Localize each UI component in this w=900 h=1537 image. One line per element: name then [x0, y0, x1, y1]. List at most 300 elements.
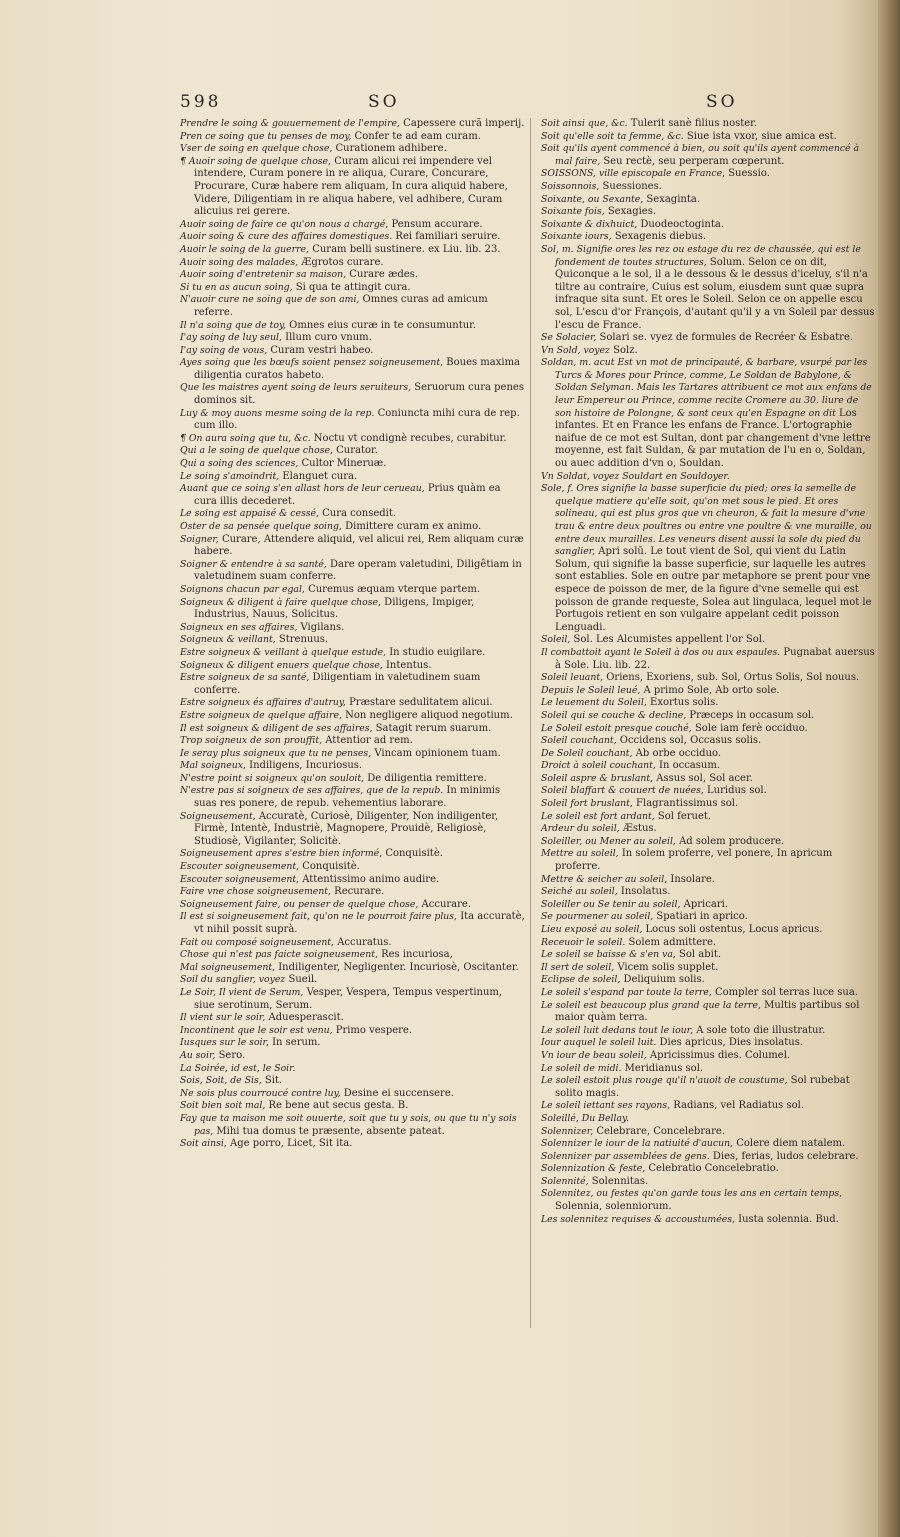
- latin-translation: Illum curo vnum.: [281, 332, 372, 344]
- dictionary-entry: [180, 937, 525, 950]
- french-headword: Le soleil luit dedans tout le iour,: [541, 1024, 694, 1036]
- french-headword: Vn Soldat, voyez Souldart en Souldoyer.: [541, 470, 730, 482]
- french-headword: Le Soleil estoit presque couché,: [541, 722, 692, 734]
- latin-translation: In studio euigilare.: [386, 646, 486, 658]
- right-column: [541, 118, 876, 1226]
- latin-translation: Diligens, Impiger, Industrius, Nauus, Solicitus.: [194, 596, 475, 621]
- dictionary-entry: [541, 471, 876, 484]
- latin-translation: Tulerit sanè filius noster.: [627, 118, 758, 129]
- french-headword: Qui a le soing de quelque chose,: [180, 445, 333, 457]
- french-headword: Solennization & feste,: [541, 1163, 646, 1175]
- latin-translation: Curam alicui rei impendere vel intendere, Curam ponere in re aliqua, Curare, Concurare, Procurare, Curæ habere rem aliquam, In cura aliquid habere, Videre, Diligentiam in re aliqua habere, vel adhibere, Curam alicuius rei gerere.: [194, 155, 508, 218]
- latin-translation: Sol rubebat solito magis.: [555, 1075, 850, 1099]
- latin-translation: Apricari.: [680, 898, 728, 910]
- french-headword: Solennité,: [541, 1175, 589, 1187]
- dictionary-entry: [180, 785, 525, 810]
- french-headword: Solennizer le iour de la natiuité d'aucun,: [541, 1138, 734, 1150]
- dictionary-entry: [541, 634, 876, 647]
- latin-translation: Strenuus.: [275, 634, 329, 646]
- latin-translation: Apri solū. Le tout vient de Sol, qui vient du Latin Solum, qui signifie la basse superficie, sur laquelle les autres sont establies. Sole en outre par metaphore se prent pour vne espece de poisson de mer, de la figure d'vne semelle qui est poisson de grande requeste, Solea aut lingulaca, lequel mot le Portugois retient en son vulgaire appelant cedit poisson Lenguadi.: [555, 546, 872, 633]
- latin-translation: Ad solem producere.: [675, 835, 785, 847]
- french-headword: Qui a soing des sciences,: [180, 458, 299, 470]
- latin-translation: Deliquium solis.: [620, 974, 705, 986]
- dictionary-entry: [541, 723, 876, 736]
- dictionary-entry: [180, 231, 525, 244]
- french-headword: Droict à soleil couchant,: [541, 760, 656, 772]
- latin-translation: In minimis suas res ponere, de repub. vehementius laborare.: [194, 785, 501, 810]
- latin-translation: Compler sol terras luce sua.: [711, 986, 858, 998]
- french-headword: Soleil aspre & bruslant,: [541, 772, 654, 784]
- latin-translation: Conquisitè.: [299, 861, 360, 873]
- latin-translation: Satagit rerum suarum.: [372, 722, 492, 734]
- french-headword: Le soleil de midi.: [541, 1062, 622, 1074]
- latin-translation: Age porro, Licet, Sit ita.: [226, 1138, 353, 1150]
- french-headword: Solennizer,: [541, 1125, 594, 1137]
- latin-translation: Accuratè, Curiosè, Diligenter, Non indiligenter, Firmè, Intentè, Industriè, Magnopere, Prouidè, Religiosè, Studiosè, Vigilanter, Solicitè.: [194, 810, 499, 847]
- latin-translation: Vesper, Vespera, Tempus vespertinum, siue serotinum, Serum.: [194, 986, 503, 1011]
- french-headword: Solennitez, ou festes qu'on garde tous les ans en certain temps,: [541, 1188, 843, 1200]
- latin-translation: Oriens, Exoriens, sub. Sol, Ortus Solis, Sol nouus.: [603, 672, 860, 684]
- french-headword: Soigneusement,: [180, 810, 256, 822]
- french-headword: Le leuement du Soleil,: [541, 697, 647, 709]
- latin-translation: Dies apricus, Dies insolatus.: [656, 1037, 804, 1049]
- dictionary-entry: [541, 1113, 876, 1126]
- page-number: 598: [180, 92, 222, 112]
- dictionary-entry: [180, 118, 525, 131]
- latin-translation: Siue ista vxor, siue amica est.: [683, 130, 837, 142]
- latin-translation: Insolare.: [667, 873, 715, 885]
- french-headword: Il est soigneux & diligent de ses affaires,: [180, 722, 373, 734]
- french-headword: Le soleil est beaucoup plus grand que la terre,: [541, 999, 761, 1011]
- french-headword: Ardeur du soleil,: [541, 823, 620, 835]
- dictionary-entry: [180, 471, 525, 484]
- latin-translation: Celebratio Concelebratio.: [645, 1163, 779, 1175]
- french-headword: Auoir soing d'entretenir sa maison,: [180, 269, 347, 281]
- dictionary-entry: [180, 1113, 525, 1138]
- latin-translation: Vincam opinionem tuam.: [371, 747, 501, 759]
- latin-translation: Primo vespere.: [332, 1024, 413, 1036]
- adjacent-page-edge: [878, 0, 900, 1537]
- latin-translation: Pensum accurare.: [388, 218, 483, 230]
- latin-translation: Aduesperascit.: [265, 1012, 344, 1024]
- latin-translation: De diligentia remittere.: [364, 772, 487, 784]
- dictionary-entry: [180, 382, 525, 407]
- dictionary-entry: [541, 1050, 876, 1063]
- latin-translation: Solennitas.: [588, 1175, 649, 1187]
- dictionary-entry: [541, 811, 876, 824]
- french-headword: Auoir soing & cure des affaires domestiques.: [180, 231, 393, 243]
- french-headword: Il sert de soleil,: [541, 961, 615, 973]
- latin-translation: Curare ædes.: [346, 269, 419, 281]
- latin-translation: In solem proferre, vel ponere, In apricum proferre.: [555, 848, 833, 873]
- french-headword: Le soleil estoit plus rouge qu'il n'auoit de coustume,: [541, 1075, 788, 1087]
- french-headword: Soigner & entendre à sa santé,: [180, 558, 327, 570]
- dictionary-entry: [541, 685, 876, 698]
- dictionary-entry: [180, 483, 525, 508]
- dictionary-entry: [541, 823, 876, 836]
- french-headword: Soigneusement apres s'estre bien informé,: [180, 848, 383, 860]
- dictionary-entry: [180, 874, 525, 887]
- french-headword: Soit bien soit mal,: [180, 1100, 266, 1112]
- latin-translation: Indiligens, Incuriosus.: [245, 760, 363, 772]
- dictionary-entry: [541, 345, 876, 358]
- latin-translation: Curam belli sustinere. ex Liu. lib. 23.: [309, 243, 501, 255]
- latin-translation: Multis partibus sol maior quàm terra.: [555, 999, 860, 1024]
- dictionary-entry: [180, 282, 525, 295]
- french-headword: Sois, Soit, de Sis,: [180, 1075, 262, 1087]
- latin-translation: Sol abit.: [675, 949, 722, 961]
- dictionary-entry: [541, 194, 876, 207]
- dictionary-entry: [180, 1025, 525, 1038]
- french-headword: Soixante & dixhuict,: [541, 218, 638, 230]
- french-headword: Soit qu'ils ayent commencé à bien, ou soit qu'ils ayent commencé à mal faire,: [541, 143, 860, 167]
- dictionary-entry: [180, 294, 525, 319]
- dictionary-entry: [541, 748, 876, 761]
- dictionary-entry: [180, 1138, 525, 1151]
- french-headword: Escouter soigneusement,: [180, 861, 300, 873]
- latin-translation: Si qua te attingit cura.: [292, 281, 411, 293]
- french-headword: Se pourmener au soleil,: [541, 911, 654, 923]
- dictionary-entry: [180, 634, 525, 647]
- french-headword: Solennizer par assemblées de gens.: [541, 1150, 710, 1162]
- french-headword: Le soleil iettant ses rayons,: [541, 1100, 671, 1112]
- french-headword: Depuis le Soleil leué,: [541, 684, 641, 696]
- dictionary-entry: [180, 911, 525, 936]
- latin-translation: Sueil.: [285, 974, 318, 986]
- dictionary-entry: [180, 332, 525, 345]
- french-headword: Estre soigneux de sa santé,: [180, 672, 310, 684]
- latin-translation: Pugnabat auersus à Sole. Liu. lib. 22.: [555, 646, 875, 671]
- french-headword: I'ay soing de vous,: [180, 344, 268, 356]
- dictionary-entry: [541, 949, 876, 962]
- french-headword: Soleillé, Du Bellay.: [541, 1112, 629, 1124]
- dictionary-entry: [180, 320, 525, 333]
- french-headword: Mettre au soleil,: [541, 848, 619, 860]
- latin-translation: Omnes eius curæ in te consumuntur.: [286, 319, 477, 331]
- dictionary-entry: [541, 143, 876, 168]
- french-headword: Soigneux & diligent à faire quelque chose,: [180, 596, 381, 608]
- french-headword: Auoir soing des malades,: [180, 256, 299, 268]
- french-headword: Soit ainsi que, &c.: [541, 118, 628, 129]
- dictionary-entry: [541, 735, 876, 748]
- dictionary-entry: [180, 219, 525, 232]
- french-headword: Auoir le soing de la guerre,: [180, 243, 310, 255]
- latin-translation: Prius quàm ea cura illis decederet.: [194, 483, 501, 507]
- french-headword: Lieu exposé au soleil,: [541, 924, 643, 935]
- french-headword: Au soir,: [180, 1049, 216, 1061]
- latin-translation: Suessiones.: [599, 180, 662, 192]
- dictionary-entry: [180, 974, 525, 987]
- latin-translation: Sexagenis diebus.: [611, 231, 707, 243]
- french-headword: Soit ainsi,: [180, 1138, 227, 1150]
- dictionary-entry: [180, 156, 525, 219]
- latin-translation: Solari se. vyez de formules de Recréer & Esbatre.: [596, 332, 854, 344]
- dictionary-entry: [180, 1088, 525, 1101]
- french-headword: Vser de soing en quelque chose,: [180, 143, 333, 155]
- dictionary-entry: [180, 1050, 525, 1063]
- dictionary-entry: [541, 1063, 876, 1076]
- french-headword: Soigneux & diligent enuers quelque chose,: [180, 659, 383, 671]
- dictionary-entry: [541, 899, 876, 912]
- french-headword: Sole, f. Ores signifie la basse superficie du pied; ores la semelle de quelque matiere qu'elle soit, qu'on met sous le pied. Et ores solineau, qui est plus gros que vn cheuron, & fait la mesure d'vne trau & entre deux poultres ou entre vne poultre & vne muraille, ou entre deux murailles. Les veneurs disent aussi la sole du pied du sanglier,: [541, 483, 872, 558]
- dictionary-entry: [180, 886, 525, 899]
- latin-translation: Curationem adhibere.: [332, 143, 447, 155]
- french-headword: Ayes soing que les bœufs soient pensez soigneusement,: [180, 357, 444, 369]
- french-headword: Soleil,: [541, 634, 571, 646]
- french-headword: Le soing est appaisé & cessé,: [180, 508, 319, 520]
- french-headword: Auant que ce soing s'en allast hors de leur cerueau,: [180, 483, 425, 495]
- latin-translation: Præceps in occasum sol.: [686, 709, 815, 721]
- dictionary-entry: [541, 672, 876, 685]
- latin-translation: Indiligenter, Negligenter. Incuriosè, Oscitanter.: [275, 961, 519, 973]
- latin-translation: Attentissimo animo audire.: [299, 873, 440, 885]
- french-headword: Estre soigneux és affaires d'autruy,: [180, 697, 346, 709]
- dictionary-entry: [541, 181, 876, 194]
- latin-translation: Accuratus.: [334, 936, 392, 948]
- dictionary-entry: [541, 483, 876, 634]
- dictionary-entry: [180, 559, 525, 584]
- dictionary-entry: [541, 357, 876, 470]
- french-headword: Soleil leuant,: [541, 672, 604, 684]
- latin-translation: Sero.: [215, 1049, 246, 1061]
- dictionary-entry: [180, 1100, 525, 1113]
- dictionary-entry: [180, 458, 525, 471]
- latin-translation: Mihi tua domus te præsente, absente pateat.: [213, 1125, 445, 1137]
- dictionary-entry: [180, 811, 525, 849]
- latin-translation: Solum. Selon ce on dit, Quiconque a le sol, il a le dessous & le dessus d'iceluy, s'il n'a tiltre au contraire, Cuius est solum, eiusdem sunt quæ supra infraque sita sunt. Et ores le Soleil. Selon ce on appelle escu sol, L'escu d'or François, d'autant qu'il y a vn Soleil par dessus l'escu de France.: [555, 256, 875, 331]
- french-headword: Soil du sanglier, voyez: [180, 974, 286, 986]
- dictionary-entry: [180, 408, 525, 433]
- latin-translation: Seu rectè, seu perperam cœperunt.: [600, 155, 785, 167]
- latin-translation: Non negligere aliquod negotium.: [341, 709, 513, 721]
- dictionary-entry: [541, 1037, 876, 1050]
- french-headword: Il n'a soing que de toy,: [180, 319, 286, 331]
- dictionary-entry: [180, 848, 525, 861]
- french-headword: Soixante fois,: [541, 206, 605, 218]
- dictionary-entry: [180, 257, 525, 270]
- dictionary-entry: [541, 773, 876, 786]
- french-headword: N'estre pas si soigneux de ses affaires, que de la repub.: [180, 785, 444, 797]
- dictionary-entry: [180, 357, 525, 382]
- french-headword: Vn Sold, voyez: [541, 344, 610, 356]
- dictionary-entry: [541, 1025, 876, 1038]
- dictionary-entry: [541, 937, 876, 950]
- french-headword: Eclipse de soleil,: [541, 974, 621, 986]
- french-headword: Ne sois plus courroucé contre luy,: [180, 1087, 341, 1099]
- dictionary-entry: [541, 836, 876, 849]
- french-headword: Sol, m. Signifie ores les rez ou estage du rez de chaussée, qui est le fondement de toutes structures,: [541, 243, 861, 268]
- french-headword: Soigner,: [180, 533, 219, 545]
- dictionary-entry: [541, 1163, 876, 1176]
- latin-translation: Assus sol, Sol acer.: [653, 772, 753, 784]
- dictionary-entry: [541, 798, 876, 811]
- latin-translation: Apricissimus dies. Columel.: [646, 1049, 791, 1061]
- french-headword: Soixante, ou Sexante,: [541, 193, 644, 205]
- latin-translation: Sexaginta.: [643, 193, 700, 205]
- dictionary-entry: [541, 1214, 876, 1227]
- french-headword: Soleil qui se couche & decline,: [541, 709, 687, 721]
- french-headword: Soixante iours,: [541, 231, 612, 243]
- latin-translation: Æstus.: [619, 823, 657, 835]
- dictionary-entry: [180, 773, 525, 786]
- dictionary-entry: [180, 1012, 525, 1025]
- french-headword: Soigneux & veillant,: [180, 634, 276, 646]
- french-headword: Si tu en as aucun soing,: [180, 281, 293, 293]
- latin-translation: Elanguet cura.: [279, 470, 358, 482]
- dictionary-entry: [180, 433, 525, 446]
- dictionary-entry: [180, 597, 525, 622]
- latin-translation: In occasum.: [655, 760, 720, 772]
- french-headword: Les solennitez requises & accoustumées,: [541, 1213, 735, 1225]
- french-headword: Soissonnois,: [541, 180, 600, 192]
- french-headword: Le soleil est fort ardant,: [541, 810, 655, 822]
- french-headword: Il combattoit ayant le Soleil à dos ou aux espaules.: [541, 646, 781, 658]
- dictionary-entry: [180, 521, 525, 534]
- french-headword: Mal soigneusement,: [180, 961, 276, 973]
- french-headword: Soit qu'elle soit ta femme, &c.: [541, 130, 684, 142]
- latin-translation: Locus soli ostentus, Locus apricus.: [642, 924, 823, 935]
- dictionary-entry: [541, 1000, 876, 1025]
- dictionary-entry: [180, 534, 525, 559]
- french-headword: Soleil fort bruslant,: [541, 798, 633, 810]
- french-headword: Soigneux en ses affaires,: [180, 621, 298, 633]
- dictionary-entry: [541, 874, 876, 887]
- dictionary-entry: [180, 508, 525, 521]
- latin-translation: Seruorum cura penes dominos sit.: [194, 382, 524, 407]
- french-headword: Que les maistres ayent soing de leurs seruiteurs,: [180, 382, 412, 394]
- french-headword: Fait ou composé soigneusement,: [180, 936, 335, 948]
- latin-translation: Curare, Attendere aliquid, vel alicui rei, Rem aliquam curæ habere.: [194, 533, 524, 558]
- french-headword: Soldan, m. acut Est vn mot de principauté, & barbare, vsurpé par les Turcs & Mores pour Prince, comme, Le Soldan de Babylone, & Soldan Selyman. Mais les Tartares attribuent ce mot aux enfans de leur Empereur ou Prince, comme recite Cromere au 30. liure de son histoire de Polongne, & sont ceux qu'en Espagne on dit: [541, 357, 872, 419]
- french-headword: Le soleil s'espand par toute la terre,: [541, 986, 712, 998]
- dictionary-entry: [180, 710, 525, 723]
- dictionary-entry: [180, 949, 525, 962]
- dictionary-entry: [180, 899, 525, 912]
- latin-translation: Exortus solis.: [646, 697, 719, 709]
- dictionary-entry: [180, 1037, 525, 1050]
- latin-translation: Cura consedit.: [318, 508, 397, 520]
- latin-translation: Curam vestri habeo.: [267, 344, 374, 356]
- latin-translation: Accurare.: [418, 898, 472, 910]
- latin-translation: Flagrantissimus sol.: [632, 798, 739, 810]
- latin-translation: Boues maxima diligentia curatos habeto.: [194, 357, 521, 381]
- french-headword: Soigneusement faire, ou penser de quelque chose,: [180, 898, 419, 910]
- dictionary-entry: [541, 1151, 876, 1164]
- latin-translation: Dies, ferias, ludos celebrare.: [709, 1150, 859, 1162]
- latin-translation: Radians, vel Radiatus sol.: [670, 1100, 805, 1112]
- latin-translation: Colere diem natalem.: [733, 1138, 846, 1150]
- latin-translation: Spatiari in aprico.: [653, 911, 748, 923]
- dictionary-entry: [541, 785, 876, 798]
- dictionary-entry: [541, 131, 876, 144]
- latin-translation: Dimittere curam ex animo.: [341, 521, 482, 532]
- latin-translation: Sexagies.: [604, 206, 657, 218]
- dictionary-entry: [180, 269, 525, 282]
- latin-translation: Ægrotos curare.: [298, 256, 384, 268]
- french-headword: Soleiller ou Se tenir au soleil,: [541, 898, 681, 910]
- french-headword: La Soirée, id est, le Soir.: [180, 1062, 296, 1074]
- dictionary-entry: [180, 647, 525, 660]
- latin-translation: Omnes curas ad amicum referre.: [194, 294, 488, 318]
- dictionary-entry: [541, 924, 876, 937]
- latin-translation: Sol feruet.: [654, 810, 712, 822]
- latin-translation: Rei familiari seruire.: [392, 231, 501, 243]
- latin-translation: Insolatus.: [617, 886, 671, 898]
- latin-translation: A primo Sole, Ab orto sole.: [640, 684, 780, 696]
- french-headword: Oster de sa pensée quelque soing,: [180, 521, 342, 532]
- latin-translation: Curator.: [332, 445, 378, 457]
- latin-translation: Confer te ad eam curam.: [351, 130, 481, 142]
- dictionary-entry: [180, 861, 525, 874]
- dictionary-entry: [541, 987, 876, 1000]
- dictionary-entry: [180, 987, 525, 1012]
- french-headword: ¶ On aura soing que tu, &c.: [180, 432, 311, 444]
- french-headword: Chose qui n'est pas faicte soigneusement,: [180, 949, 378, 961]
- latin-translation: Vigilans.: [297, 621, 345, 633]
- dictionary-entry: [541, 118, 876, 131]
- french-headword: Fay que ta maison me soit ouuerte, soit que tu y sois, ou que tu n'y sois pas,: [180, 1112, 517, 1137]
- dictionary-entry: [541, 1100, 876, 1113]
- latin-translation: Ita accuratè, vt nihil possit suprà.: [194, 911, 525, 935]
- french-headword: Le Soir, Il vient de Serum,: [180, 986, 304, 998]
- latin-translation: Ab orbe occiduo.: [632, 747, 722, 759]
- french-headword: Soleil blaffart & couuert de nuées,: [541, 785, 704, 797]
- latin-translation: Desine ei succensere.: [340, 1087, 454, 1099]
- french-headword: Se Solacier,: [541, 332, 597, 344]
- latin-translation: Solem admittere.: [625, 936, 717, 948]
- dictionary-entry: [541, 332, 876, 345]
- french-headword: Trop soigneux de son prouffit,: [180, 735, 323, 747]
- dictionary-entry: [541, 168, 876, 181]
- latin-translation: A sole toto die illustratur.: [693, 1024, 826, 1036]
- latin-translation: Attentior ad rem.: [322, 735, 413, 747]
- latin-translation: Occidens sol, Occasus solis.: [616, 735, 762, 747]
- french-headword: Iusques sur le soir,: [180, 1037, 269, 1049]
- french-headword: Soignons chacun par egal,: [180, 583, 305, 595]
- dictionary-entry: [541, 848, 876, 873]
- right-column-heading: SO: [706, 92, 738, 112]
- left-column-heading: SO: [368, 92, 400, 112]
- latin-translation: In serum.: [268, 1037, 321, 1049]
- french-headword: Vn iour de beau soleil,: [541, 1049, 647, 1061]
- dictionary-entry: [180, 131, 525, 144]
- latin-translation: Intentus.: [382, 659, 432, 671]
- dictionary-entry: [180, 584, 525, 597]
- latin-translation: Noctu vt condignè recubes, curabitur.: [310, 432, 507, 444]
- latin-translation: Solennia, solenniorum.: [555, 1201, 672, 1213]
- dictionary-entry: [541, 1188, 876, 1213]
- latin-translation: Conquisitè.: [382, 848, 443, 860]
- latin-translation: Los infantes. Et en France les enfans de France. L'ortographie naifue de ce mot est Sultan, dont par changement d'vne lettre moyenne, est fait Suldan, & par mutation de l'u en o, Soldan, ou auec addition d'vn o, Souldan.: [555, 407, 871, 470]
- french-headword: Le soleil se baisse & s'en va,: [541, 949, 676, 961]
- column-divider: [530, 118, 531, 1328]
- french-headword: Mettre & seicher au soleil,: [541, 873, 668, 885]
- dictionary-entry: [541, 219, 876, 232]
- dictionary-entry: [541, 697, 876, 710]
- french-headword: Receuoir le soleil.: [541, 936, 626, 948]
- french-headword: Incontinent que le soir est venu,: [180, 1024, 333, 1036]
- dictionary-entry: [541, 1138, 876, 1151]
- dictionary-entry: [541, 962, 876, 975]
- dictionary-entry: [541, 911, 876, 924]
- french-headword: N'estre point si soigneux qu'on souloit,: [180, 772, 365, 784]
- latin-translation: Vicem solis supplet.: [614, 961, 719, 973]
- latin-translation: Duodeoctoginta.: [637, 218, 724, 230]
- latin-translation: Curemus æquam vterque partem.: [304, 583, 481, 595]
- dictionary-entry: [180, 672, 525, 697]
- dictionary-entry: [180, 735, 525, 748]
- latin-translation: Iusta solennia. Bud.: [734, 1213, 839, 1225]
